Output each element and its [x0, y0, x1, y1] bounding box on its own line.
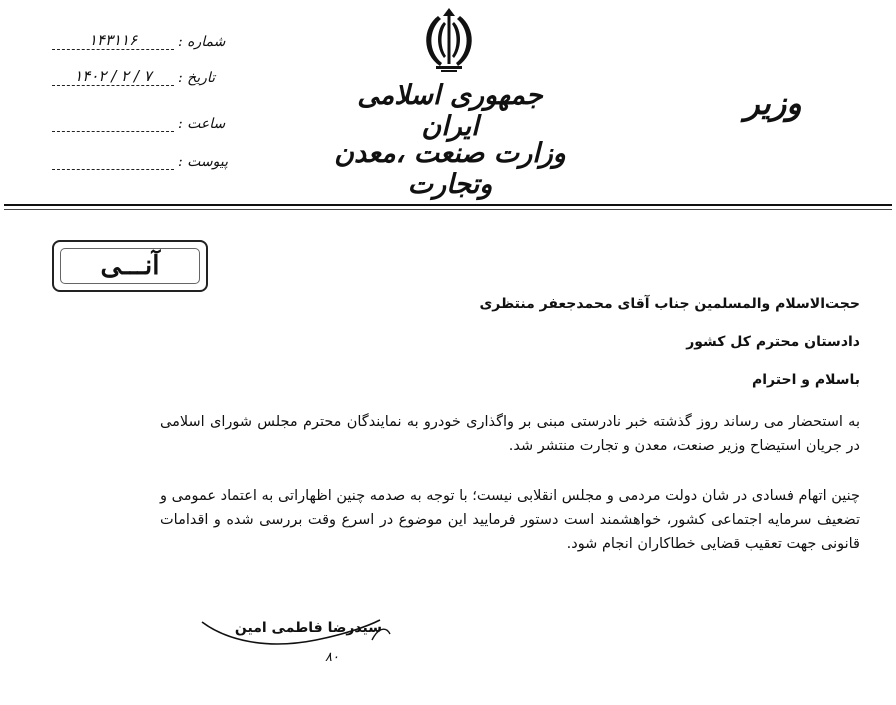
field-attachment-value — [52, 151, 174, 170]
ministry-name: وزارت صنعت ،معدن وتجارت — [334, 138, 566, 200]
paragraph-2: چنین اتهام فسادی در شان دولت مردمی و مجلس انقلابی نیست؛ با توجه به صدمه چنین اظهاراتی به اعتماد عمومی و تضعیف سرمایه اجتماعی کشور، خواهشمند است دستور فرمایید این موضوع در اسرع وقت بررسی شده و اقدامات قانونی جهت تعقیب قضایی خطاکاران انجام شود. — [160, 488, 860, 552]
field-attachment-label: پیوست : — [178, 154, 228, 170]
recipient-name: حجت‌الاسلام والمسلمین جناب آقای محمدجعفر منتظری — [479, 296, 860, 312]
field-date-value: ۱۴۰۲ / ۲ / ۷ — [52, 67, 174, 86]
urgent-stamp-text: آنـــی — [100, 251, 160, 281]
field-date-label: تاریخ : — [178, 70, 216, 86]
paragraph-1: به استحضار می رساند روز گذشته خبر نادرستی مبنی بر واگذاری خودرو به نمایندگان محترم مجلس شورای اسلامی در جریان استیضاح وزیر صنعت، معدن و تجارت منتشر شد. — [160, 414, 860, 454]
iran-emblem-icon — [414, 8, 484, 74]
signature-note: ۸۰ — [325, 650, 339, 665]
field-number — [52, 26, 225, 50]
recipient-title: دادستان محترم کل کشور — [686, 334, 860, 350]
header-divider-thin — [4, 209, 892, 210]
field-number-label: شماره : — [178, 34, 226, 50]
field-time-value — [52, 113, 174, 132]
urgent-stamp — [52, 240, 208, 292]
field-date — [52, 62, 215, 86]
field-attachment — [52, 146, 228, 170]
greeting: باسلام و احترام — [752, 372, 860, 388]
field-time — [52, 108, 225, 132]
signature-name: سیدرضا فاطمی امین — [234, 620, 382, 636]
header-divider — [4, 204, 892, 206]
field-time-label: ساعت : — [178, 116, 226, 132]
field-number-value: ۱۴۳۱۱۶ — [52, 31, 174, 50]
country-name: جمهوری اسلامی ایران — [357, 80, 543, 142]
minister-title: وزیر — [744, 84, 802, 122]
